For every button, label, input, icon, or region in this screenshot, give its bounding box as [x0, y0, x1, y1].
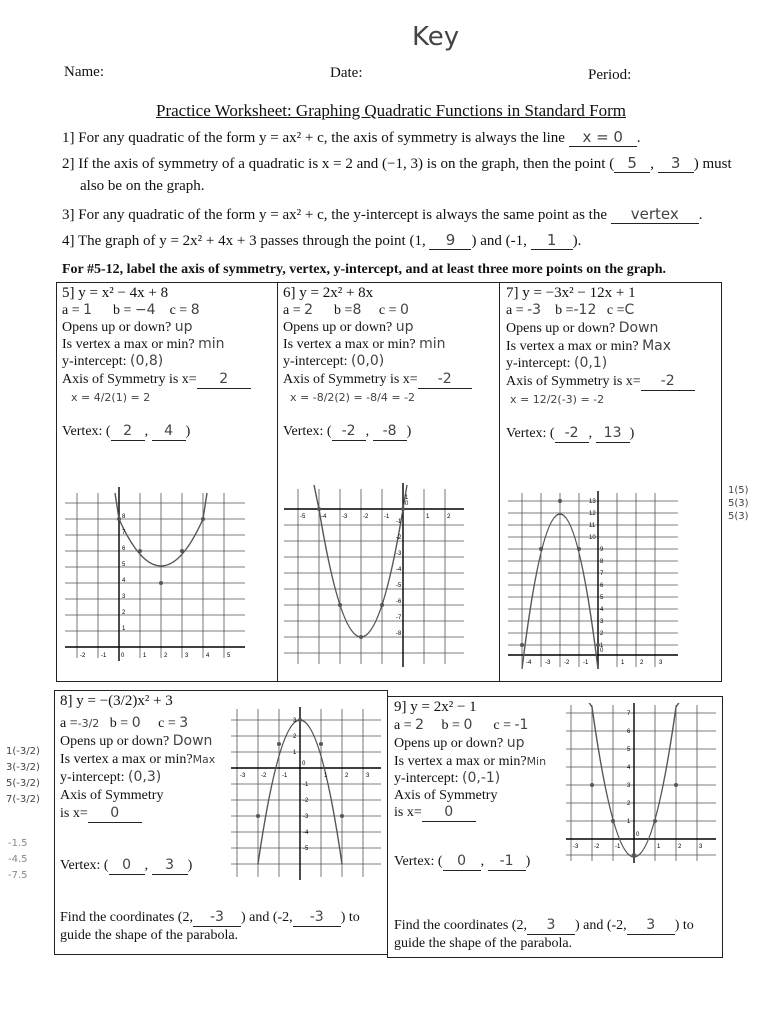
- question-4-text-c: ).: [572, 233, 582, 249]
- question-2: 2] If the axis of symmetry of a quadratic is x = 2 and (−1, 3) is on the graph, then the point ( 5 , 3 ) must: [62, 154, 732, 172]
- problem-6-y-intercept: y-intercept: (0,0): [283, 353, 385, 369]
- graph-7-x-tick: 1: [621, 660, 625, 666]
- graph-7-y-tick: 11: [589, 523, 596, 529]
- question-3-answer: vertex: [611, 205, 699, 224]
- page-title: Practice Worksheet: Graphing Quadratic Functions in Standard Form: [156, 101, 626, 120]
- question-3-text: 3] For any quadratic of the form y = ax² + c, the y-intercept is always the same point as the: [62, 207, 608, 223]
- graph-7-y-tick: 7: [600, 571, 604, 577]
- graph-5-y-tick: 8: [122, 514, 126, 520]
- graph-8-x-tick: 0: [302, 761, 306, 767]
- graph-6-point: [401, 507, 405, 511]
- graph-9: [566, 703, 716, 863]
- graph-8-x-tick: -1: [282, 773, 288, 779]
- graph-7-x-tick: 0: [600, 648, 604, 654]
- question-2-continued: also be on the graph.: [80, 178, 205, 194]
- graph-5-x-tick: 4: [206, 653, 210, 659]
- graph-8-point: [340, 814, 344, 818]
- graph-5-y-tick: 7: [122, 530, 126, 536]
- problem-7-y-intercept: y-intercept: (0,1): [506, 355, 608, 371]
- graph-5-point: [138, 549, 142, 553]
- graph-7-y-tick: 12: [589, 511, 596, 517]
- graph-6-y-tick: -2: [396, 535, 402, 541]
- graph-7-y-tick: 4: [600, 607, 604, 613]
- problem-6-axis: Axis of Symmetry is x= -2: [283, 371, 472, 389]
- question-1-answer: x = 0: [569, 128, 637, 147]
- graph-6-y-tick: 1: [405, 495, 409, 501]
- problem-5-box: [56, 282, 278, 682]
- graph-8-x-tick: 1: [324, 773, 328, 779]
- graph-6-x-tick: 0: [405, 501, 409, 507]
- graph-6-point: [380, 603, 384, 607]
- graph-6-y-tick: -6: [396, 599, 402, 605]
- problem-6-vertex-type: Is vertex a max or min? min: [283, 336, 446, 352]
- graph-6-x-tick: -5: [300, 514, 306, 520]
- problem-5-opens: Opens up or down? up: [62, 319, 193, 335]
- graph-7-y-tick: 2: [600, 631, 604, 637]
- graph-5-point: [180, 549, 184, 553]
- question-4: [62, 231, 581, 250]
- graph-5-x-tick: -2: [80, 653, 86, 659]
- problem-8-find: Find the coordinates (2, -3 ) and (-2, -3 ) to: [60, 909, 360, 925]
- graph-7-vertex-point: [558, 499, 562, 503]
- graph-8-y-tick: -5: [303, 846, 309, 852]
- graph-5-y-tick: 5: [122, 562, 126, 568]
- graph-9-y-tick: 4: [627, 765, 631, 771]
- problem-7-vertex: Vertex: ( -2 , 13 ): [506, 425, 635, 441]
- graph-5: [65, 483, 245, 668]
- graph-6-y-tick: -1: [396, 519, 402, 525]
- graph-8-point: [277, 742, 281, 746]
- graph-7-x-tick: -1: [583, 660, 589, 666]
- graph-8-y-tick: 2: [293, 734, 297, 740]
- graph-5-x-tick: 0: [121, 653, 125, 659]
- period-label: Period:: [588, 67, 632, 83]
- graph-9-x-tick: 0: [636, 832, 640, 838]
- graph-9-vertex-point: [632, 853, 636, 857]
- graph-6-point: [317, 507, 321, 511]
- problem-7-work: x = 12/2(-3) = -2: [510, 393, 605, 406]
- graph-5-x-tick: -1: [101, 653, 107, 659]
- graph-8-point: [256, 814, 260, 818]
- graph-5-y-tick: 4: [122, 578, 126, 584]
- graph-5-y-tick: 1: [122, 626, 126, 632]
- problem-8-axis-label: Axis of Symmetry: [60, 788, 164, 803]
- problem-9-title: 9] y = 2x² − 1: [394, 699, 477, 715]
- graph-6-y-tick: -3: [396, 551, 402, 557]
- problem-8-box: [54, 690, 388, 955]
- problem-6-vertex: Vertex: ( -2 , -8 ): [283, 423, 412, 439]
- graph-6-x-tick: -1: [384, 514, 390, 520]
- margin-note-8: 1(-3/2) 3(-3/2) 5(-3/2) 7(-3/2): [6, 746, 40, 805]
- graph-5-y-tick: 2: [122, 610, 126, 616]
- key-mark: Key: [412, 22, 460, 52]
- graph-8-point: [319, 742, 323, 746]
- graph-5-x-tick: 5: [227, 653, 231, 659]
- problem-8-y-intercept: y-intercept: (0,3): [60, 769, 162, 785]
- graph-8-y-tick: -3: [303, 814, 309, 820]
- graph-9-x-tick: -1: [615, 844, 621, 850]
- graph-9-point: [611, 819, 615, 823]
- problem-5-axis: Axis of Symmetry is x= 2: [62, 371, 251, 389]
- problem-5-vertex: Vertex: ( 2 , 4 ): [62, 423, 191, 439]
- graph-6-point: [338, 603, 342, 607]
- date-label: Date:: [330, 65, 363, 81]
- graph-9-y-tick: 1: [627, 819, 631, 825]
- question-1-text: 1] For any quadratic of the form y = ax² + c, the axis of symmetry is always the line: [62, 130, 565, 146]
- graph-8-x-tick: 2: [345, 773, 349, 779]
- problem-9-y-intercept: y-intercept: (0,-1): [394, 770, 501, 786]
- problem-8-vertex: Vertex: ( 0 , 3 ): [60, 857, 193, 873]
- problem-8-opens: Opens up or down? Down: [60, 733, 213, 749]
- graph-9-point: [590, 783, 594, 787]
- graph-6-x-tick: -2: [363, 514, 369, 520]
- graph-6-y-tick: -7: [396, 615, 402, 621]
- problem-5-title: 5] y = x² − 4x + 8: [62, 285, 169, 301]
- question-4-answer-2: 1: [531, 231, 573, 250]
- graph-9-x-tick: 1: [657, 844, 661, 850]
- problem-9-axis-label: Axis of Symmetry: [394, 788, 498, 803]
- graph-5-point: [201, 517, 205, 521]
- graph-5-point: [117, 517, 121, 521]
- graph-7-x-tick: 2: [640, 660, 644, 666]
- question-4-text-a: 4] The graph of y = 2x² + 4x + 3 passes through the point (1,: [62, 233, 426, 249]
- question-2-answer-x: 5: [614, 154, 650, 173]
- graph-7-x-tick: -3: [545, 660, 551, 666]
- graph-9-y-tick: 3: [627, 783, 631, 789]
- graph-7-y-tick: 8: [600, 559, 604, 565]
- graph-7-y-tick: 6: [600, 583, 604, 589]
- problem-5-vertex-type: Is vertex a max or min? min: [62, 336, 225, 352]
- problem-6-opens: Opens up or down? up: [283, 319, 414, 335]
- graph-8-x-tick: -2: [261, 773, 267, 779]
- graph-7-x-tick: -2: [564, 660, 570, 666]
- graph-7-point: [539, 547, 543, 551]
- problem-9-opens: Opens up or down? up: [394, 735, 525, 751]
- graph-9-point: [653, 819, 657, 823]
- graph-7-x-tick: 3: [659, 660, 663, 666]
- problem-9-vertex: Vertex: ( 0 , -1 ): [394, 853, 531, 869]
- problem-9-find: Find the coordinates (2, 3 ) and (-2, 3 ) to: [394, 917, 694, 933]
- question-2-text-a: 2] If the axis of symmetry of a quadratic is x = 2 and (−1, 3) is on the graph, then the point (: [62, 156, 615, 172]
- graph-7-point: [520, 643, 524, 647]
- graph-6-y-tick: -5: [396, 583, 402, 589]
- graph-9-y-tick: 2: [627, 801, 631, 807]
- graph-9-y-tick: 5: [627, 747, 631, 753]
- graph-6-x-tick: 2: [447, 514, 451, 520]
- graph-8-x-tick: 3: [366, 773, 370, 779]
- graph-8: [231, 705, 381, 885]
- graph-9-y-tick: 6: [627, 729, 631, 735]
- problem-5-work: x = 4/2(1) = 2: [71, 391, 151, 404]
- question-4-answer-1: 9: [429, 231, 471, 250]
- graph-9-point: [674, 783, 678, 787]
- problem-7-axis: Axis of Symmetry is x= -2: [506, 373, 695, 391]
- graph-8-y-tick: -2: [303, 798, 309, 804]
- problem-9-find-line2: guide the shape of the parabola.: [394, 936, 573, 951]
- problem-7-coefficients: a = -3 b =-12 c =C: [506, 302, 635, 318]
- graph-9-x-tick: 3: [699, 844, 703, 850]
- question-2-text-b: ) must: [693, 156, 732, 172]
- graph-7-y-tick: 9: [600, 547, 604, 553]
- graph-5-x-tick: 2: [164, 653, 168, 659]
- question-3: 3] For any quadratic of the form y = ax² + c, the y-intercept is always the same point as the vertex .: [62, 205, 703, 223]
- problem-8-axis: is x= 0: [60, 805, 142, 823]
- graph-7: [508, 489, 678, 669]
- graph-7-y-tick: 1: [600, 643, 604, 649]
- graph-5-x-tick: 3: [185, 653, 189, 659]
- question-2-answer-y: 3: [658, 154, 694, 173]
- margin-note-8-results: -1.5 -4.5 -7.5: [8, 838, 28, 881]
- problem-5-y-intercept: y-intercept: (0,8): [62, 353, 164, 369]
- graph-7-y-tick: 10: [589, 535, 596, 541]
- graph-6-x-tick: -3: [342, 514, 348, 520]
- problem-9-axis: is x= 0: [394, 804, 476, 822]
- graph-6: [284, 479, 464, 669]
- graph-8-vertex-point: [298, 718, 302, 722]
- margin-note-7: 1(5) 5(3) 5(3): [728, 485, 749, 522]
- graph-8-y-tick: 1: [293, 750, 297, 756]
- problem-9-box: [387, 696, 723, 958]
- graph-9-y-tick: 7: [627, 711, 631, 717]
- problem-8-find-line2: guide the shape of the parabola.: [60, 928, 239, 943]
- problem-7-box: [499, 282, 722, 682]
- problem-7-vertex-type: Is vertex a max or min? Max: [506, 338, 672, 354]
- name-label: Name:: [64, 64, 104, 80]
- problem-6-work: x = -8/2(2) = -8/4 = -2: [290, 391, 416, 404]
- graph-5-y-tick: 6: [122, 546, 126, 552]
- problem-9-coefficients: a = 2 b = 0 c = -1: [394, 717, 529, 733]
- problem-6-coefficients: a = 2 b =8 c = 0: [283, 302, 409, 318]
- graph-7-point: [577, 547, 581, 551]
- graph-8-y-tick: -1: [303, 782, 309, 788]
- problem-7-opens: Opens up or down? Down: [506, 320, 659, 336]
- problem-8-coefficients: a =-3/2 b = 0 c = 3: [60, 715, 189, 731]
- graph-9-x-tick: 2: [678, 844, 682, 850]
- graph-6-y-tick: -4: [396, 567, 402, 573]
- graph-5-y-tick: 3: [122, 594, 126, 600]
- problem-6-title: 6] y = 2x² + 8x: [283, 285, 374, 301]
- graph-9-x-tick: -3: [573, 844, 579, 850]
- graph-8-x-tick: -3: [240, 773, 246, 779]
- graph-7-y-tick: 5: [600, 595, 604, 601]
- problem-8-title: 8] y = −(3/2)x² + 3: [60, 693, 173, 709]
- problem-6-box: [277, 282, 500, 682]
- graph-7-y-tick: 13: [589, 499, 596, 505]
- graph-7-x-tick: -4: [526, 660, 532, 666]
- graph-8-y-tick: -4: [303, 830, 309, 836]
- problem-8-vertex-type: Is vertex a max or min?Max: [60, 752, 216, 767]
- question-1: 1] For any quadratic of the form y = ax² + c, the axis of symmetry is always the line x = 0 .: [62, 128, 641, 146]
- graph-6-vertex-point: [359, 635, 363, 639]
- graph-5-vertex-point: [159, 581, 163, 585]
- problem-7-title: 7] y = −3x² − 12x + 1: [506, 285, 636, 301]
- problem-9-vertex-type: Is vertex a max or min?Min: [394, 754, 547, 769]
- graph-5-x-tick: 1: [143, 653, 147, 659]
- problem-5-coefficients: a = 1 b = −4 c = 8: [62, 302, 200, 318]
- question-4-text-b: ) and (-1,: [471, 233, 527, 249]
- graph-6-y-tick: -8: [396, 631, 402, 637]
- graph-6-x-tick: 1: [426, 514, 430, 520]
- graph-8-y-tick: 3: [293, 718, 297, 724]
- graph-7-y-tick: 3: [600, 619, 604, 625]
- graph-9-x-tick: -2: [594, 844, 600, 850]
- graph-6-x-tick: -4: [321, 514, 327, 520]
- instruction: For #5-12, label the axis of symmetry, vertex, y-intercept, and at least three more points on the graph.: [62, 262, 666, 277]
